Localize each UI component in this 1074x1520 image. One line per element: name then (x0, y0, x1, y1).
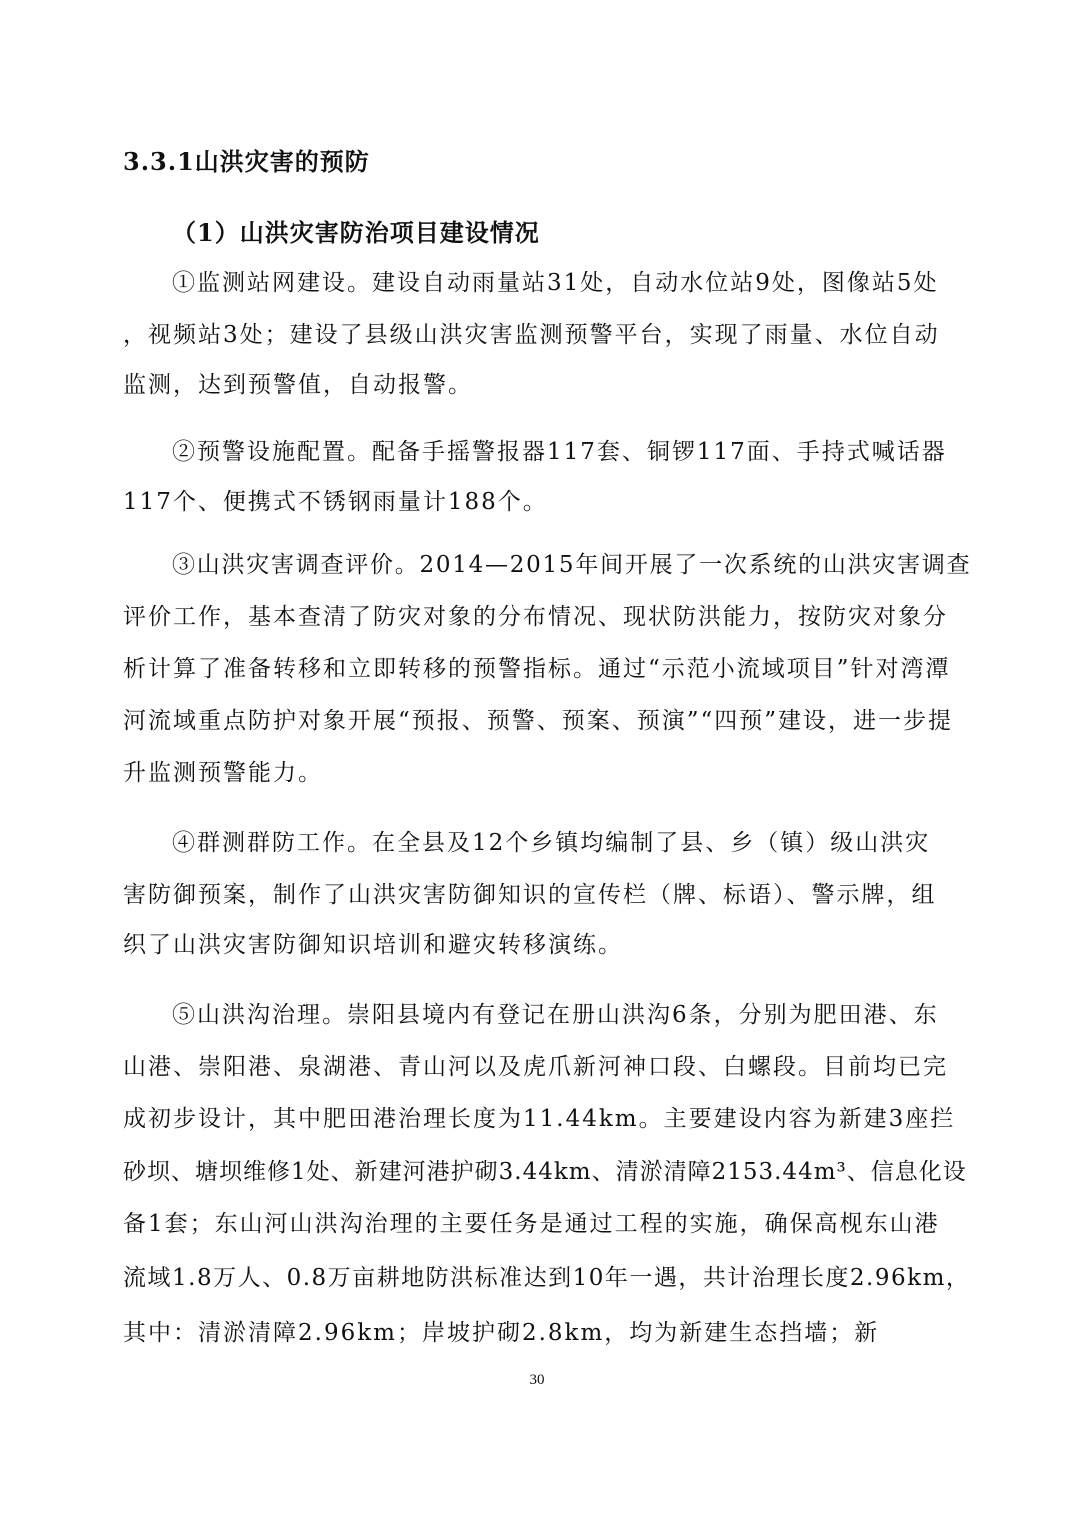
paragraph-3-line-3: 析计算了准备转移和立即转移的预警指标。通过“示范小流域项目”针对湾潭 (123, 656, 951, 682)
paragraph-5-line-3: 成初步设计，其中肥田港治理长度为11.44km。主要建设内容为新建3座拦 (123, 1106, 956, 1132)
paragraph-3-line-5: 升监测预警能力。 (123, 760, 323, 786)
paragraph-5-line-7: 其中：清淤清障2.96km；岸坡护砌2.8km，均为新建生态挡墙；新 (123, 1320, 880, 1346)
paragraph-1-line-2: ，视频站3处；建设了县级山洪灾害监测预警平台，实现了雨量、水位自动 (123, 322, 940, 348)
paragraph-5-line-1: ⑤山洪沟治理。崇阳县境内有登记在册山洪沟6条，分别为肥田港、东 (172, 1002, 939, 1028)
paragraph-5-line-6: 流域1.8万人、0.8万亩耕地防洪标准达到10年一遇，共计治理长度2.96km， (123, 1265, 971, 1291)
paragraph-5-line-5: 备1套；东山河山洪沟治理的主要任务是通过工程的实施，确保高枧东山港 (123, 1211, 940, 1237)
paragraph-1-line-1: ①监测站网建设。建设自动雨量站31处，自动水位站9处，图像站5处 (172, 270, 939, 296)
page-number: 30 (529, 1372, 545, 1388)
paragraph-1-line-3: 监测，达到预警值，自动报警。 (123, 372, 473, 398)
paragraph-3-line-4: 河流域重点防护对象开展“预报、预警、预案、预演”“四预”建设，进一步提 (123, 708, 954, 734)
paragraph-4-line-2: 害防御预案，制作了山洪灾害防御知识的宣传栏（牌、标语）、警示牌，组 (123, 882, 937, 908)
sub-heading: （1）山洪灾害防治项目建设情况 (172, 218, 540, 247)
paragraph-3-line-2: 评价工作，基本查清了防灾对象的分布情况、现状防洪能力，按防灾对象分 (123, 604, 948, 630)
paragraph-5-line-2: 山港、崇阳港、泉湖港、青山河以及虎爪新河神口段、白螺段。目前均已完 (123, 1054, 948, 1080)
paragraph-4-line-3: 织了山洪灾害防御知识培训和避灾转移演练。 (123, 932, 623, 958)
paragraph-2-line-1: ②预警设施配置。配备手摇警报器117套、铜锣117面、手持式喊话器 (172, 439, 947, 465)
paragraph-5-line-4: 砂坝、塘坝维修1处、新建河港护砌3.44km、清淤清障2153.44m³、信息化设 (123, 1159, 967, 1185)
paragraph-2-line-2: 117个、便携式不锈钢雨量计188个。 (123, 489, 548, 515)
paragraph-3-line-1: ③山洪灾害调查评价。2014—2015年间开展了一次系统的山洪灾害调查 (172, 552, 972, 578)
paragraph-4-line-1: ④群测群防工作。在全县及12个乡镇均编制了县、乡（镇）级山洪灾 (172, 830, 931, 856)
section-heading: 3.3.1山洪灾害的预防 (123, 147, 370, 176)
